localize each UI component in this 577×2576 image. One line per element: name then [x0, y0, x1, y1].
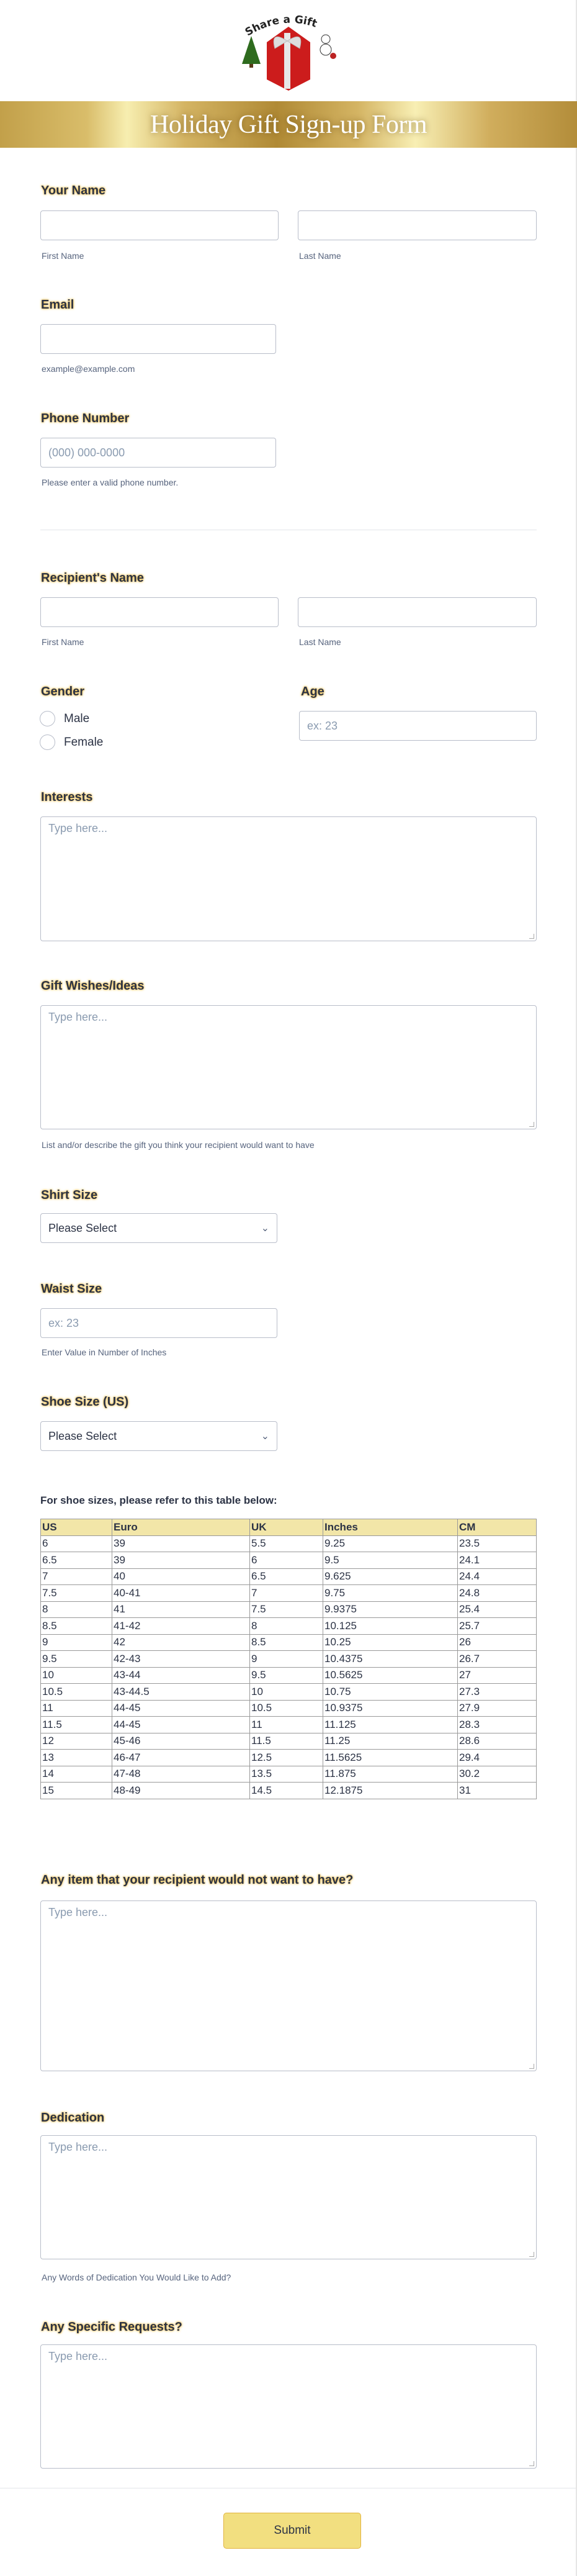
- table-cell: 10.5625: [323, 1667, 458, 1684]
- svg-text:Share a Gift: Share a Gift: [243, 13, 319, 39]
- table-row: [41, 1733, 537, 1750]
- specific-requests-textarea[interactable]: [40, 2344, 537, 2469]
- requests-placeholder: Type here...: [48, 2350, 108, 2362]
- chevron-down-icon: ⌄: [261, 1431, 269, 1442]
- table-cell: 28.3: [458, 1717, 537, 1733]
- table-cell: 10.25: [323, 1634, 458, 1651]
- table-cell: 6.5: [41, 1552, 112, 1569]
- table-cell: 48-49: [112, 1783, 250, 1799]
- recipient-name-label: Recipient's Name: [41, 571, 144, 585]
- recipient-first-name-input[interactable]: [40, 597, 279, 627]
- recipient-first-sublabel: First Name: [42, 637, 84, 647]
- table-cell: 9: [41, 1634, 112, 1651]
- shirt-size-select[interactable]: [40, 1213, 277, 1243]
- table-row: [41, 1750, 537, 1766]
- table-cell: 9.75: [323, 1585, 458, 1602]
- email-input[interactable]: [40, 324, 276, 354]
- table-cell: 7.5: [41, 1585, 112, 1602]
- dedication-hint: Any Words of Dedication You Would Like to Add?: [42, 2272, 231, 2282]
- unwanted-placeholder: Type here...: [48, 1906, 108, 1918]
- resize-grip-icon[interactable]: [529, 1122, 534, 1127]
- table-cell: 8: [250, 1618, 323, 1635]
- table-cell: 11.5625: [323, 1750, 458, 1766]
- table-cell: 9.5: [250, 1667, 323, 1684]
- table-cell: 10: [250, 1684, 323, 1701]
- radio-circle-icon[interactable]: [40, 734, 55, 750]
- share-a-gift-logo: [233, 5, 344, 92]
- gender-option-female[interactable]: [40, 734, 103, 750]
- table-cell: 9: [250, 1651, 323, 1668]
- shirt-size-value: Please Select: [48, 1221, 117, 1234]
- table-cell: 14: [41, 1766, 112, 1783]
- table-cell: 42-43: [112, 1651, 250, 1668]
- unwanted-item-textarea[interactable]: [40, 1900, 537, 2071]
- table-cell: 11.875: [323, 1766, 458, 1783]
- shoe-size-label: Shoe Size (US): [41, 1395, 129, 1409]
- dedication-placeholder: Type here...: [48, 2141, 108, 2153]
- first-name-input[interactable]: [40, 210, 279, 240]
- phone-placeholder: (000) 000-0000: [48, 446, 125, 459]
- shoe-size-select[interactable]: [40, 1421, 277, 1451]
- waist-size-label: Waist Size: [41, 1282, 102, 1296]
- table-header-cell: UK: [250, 1519, 323, 1536]
- table-cell: 8.5: [250, 1634, 323, 1651]
- shoe-table-intro: For shoe sizes, please refer to this table below:: [40, 1494, 277, 1506]
- table-cell: 46-47: [112, 1750, 250, 1766]
- shoe-size-value: Please Select: [48, 1429, 117, 1442]
- table-row: [41, 1552, 537, 1569]
- table-row: [41, 1585, 537, 1602]
- table-cell: 43-44: [112, 1667, 250, 1684]
- shoe-size-table-wrap: [40, 1519, 537, 1799]
- dedication-textarea[interactable]: [40, 2135, 537, 2259]
- age-placeholder: ex: 23: [307, 719, 338, 732]
- table-cell: 25.7: [458, 1618, 537, 1635]
- shoe-size-table: [40, 1519, 537, 1799]
- table-cell: 44-45: [112, 1717, 250, 1733]
- table-cell: 9.5: [323, 1552, 458, 1569]
- table-row: [41, 1601, 537, 1618]
- table-cell: 9.5: [41, 1651, 112, 1668]
- resize-grip-icon[interactable]: [529, 2064, 534, 2069]
- recipient-last-sublabel: Last Name: [299, 637, 341, 647]
- age-input[interactable]: [299, 711, 537, 741]
- gift-wishes-textarea[interactable]: [40, 1005, 537, 1129]
- shirt-size-label: Shirt Size: [41, 1188, 98, 1202]
- table-cell: 47-48: [112, 1766, 250, 1783]
- gender-option-label: Male: [64, 712, 90, 725]
- table-cell: 9.9375: [323, 1601, 458, 1618]
- table-cell: 10.75: [323, 1684, 458, 1701]
- table-cell: 26: [458, 1634, 537, 1651]
- table-cell: 45-46: [112, 1733, 250, 1750]
- interests-placeholder: Type here...: [48, 822, 108, 834]
- table-row: [41, 1700, 537, 1717]
- table-cell: 10.4375: [323, 1651, 458, 1668]
- phone-hint: Please enter a valid phone number.: [42, 477, 179, 487]
- gender-option-label: Female: [64, 735, 104, 749]
- last-name-sublabel: Last Name: [299, 251, 341, 261]
- table-cell: 7: [250, 1585, 323, 1602]
- resize-grip-icon[interactable]: [529, 2252, 534, 2257]
- table-cell: 11: [250, 1717, 323, 1733]
- table-header-cell: Inches: [323, 1519, 458, 1536]
- table-cell: 27: [458, 1667, 537, 1684]
- waist-placeholder: ex: 23: [48, 1316, 79, 1329]
- form-title: Holiday Gift Sign-up Form: [150, 110, 427, 139]
- table-cell: 41: [112, 1601, 250, 1618]
- table-row: [41, 1684, 537, 1701]
- radio-circle-icon[interactable]: [40, 711, 55, 726]
- table-cell: 11.25: [323, 1733, 458, 1750]
- table-row: [41, 1651, 537, 1668]
- table-cell: 15: [41, 1783, 112, 1799]
- resize-grip-icon[interactable]: [529, 934, 534, 939]
- table-header-cell: Euro: [112, 1519, 250, 1536]
- table-cell: 7: [41, 1568, 112, 1585]
- chevron-down-icon: ⌄: [261, 1223, 269, 1234]
- table-cell: 10.5: [41, 1684, 112, 1701]
- table-cell: 42: [112, 1634, 250, 1651]
- table-cell: 11.125: [323, 1717, 458, 1733]
- table-cell: 27.9: [458, 1700, 537, 1717]
- waist-size-input[interactable]: [40, 1308, 277, 1338]
- table-cell: 40-41: [112, 1585, 250, 1602]
- table-cell: 6: [250, 1552, 323, 1569]
- email-label: Email: [41, 298, 74, 312]
- table-row: [41, 1618, 537, 1635]
- table-cell: 39: [112, 1535, 250, 1552]
- table-row: [41, 1783, 537, 1799]
- gift-wishes-label: Gift Wishes/Ideas: [41, 979, 145, 993]
- unwanted-item-label: Any item that your recipient would not want to have?: [41, 1873, 354, 1887]
- table-cell: 43-44.5: [112, 1684, 250, 1701]
- table-cell: 7.5: [250, 1601, 323, 1618]
- table-cell: 5.5: [250, 1535, 323, 1552]
- table-row: [41, 1667, 537, 1684]
- table-cell: 11: [41, 1700, 112, 1717]
- table-cell: 23.5: [458, 1535, 537, 1552]
- last-name-input[interactable]: [298, 210, 537, 240]
- table-row: [41, 1634, 537, 1651]
- table-cell: 8: [41, 1601, 112, 1618]
- table-cell: 10.9375: [323, 1700, 458, 1717]
- table-cell: 6: [41, 1535, 112, 1552]
- specific-requests-label: Any Specific Requests?: [41, 2320, 182, 2334]
- table-row: [41, 1568, 537, 1585]
- table-cell: 6.5: [250, 1568, 323, 1585]
- table-cell: 26.7: [458, 1651, 537, 1668]
- table-cell: 12: [41, 1733, 112, 1750]
- table-cell: 11.5: [41, 1717, 112, 1733]
- table-cell: 40: [112, 1568, 250, 1585]
- table-cell: 11.5: [250, 1733, 323, 1750]
- table-row: [41, 1766, 537, 1783]
- dedication-label: Dedication: [41, 2111, 105, 2125]
- table-cell: 12.5: [250, 1750, 323, 1766]
- age-label: Age: [301, 685, 324, 698]
- recipient-last-name-input[interactable]: [298, 597, 537, 627]
- table-header-cell: CM: [458, 1519, 537, 1536]
- interests-label: Interests: [41, 790, 93, 804]
- table-cell: 39: [112, 1552, 250, 1569]
- submit-button[interactable]: Submit: [223, 2513, 361, 2549]
- table-cell: 30.2: [458, 1766, 537, 1783]
- phone-label: Phone Number: [41, 412, 130, 425]
- gender-option-male[interactable]: [40, 711, 89, 726]
- table-header-cell: US: [41, 1519, 112, 1536]
- gender-label: Gender: [41, 685, 85, 698]
- table-cell: 24.8: [458, 1585, 537, 1602]
- table-cell: 25.4: [458, 1601, 537, 1618]
- table-cell: 9.25: [323, 1535, 458, 1552]
- table-cell: 8.5: [41, 1618, 112, 1635]
- table-cell: 13.5: [250, 1766, 323, 1783]
- table-row: [41, 1717, 537, 1733]
- gift-wishes-hint: List and/or describe the gift you think your recipient would want to have: [42, 1140, 315, 1150]
- resize-grip-icon[interactable]: [529, 2461, 534, 2466]
- table-cell: 31: [458, 1783, 537, 1799]
- phone-input[interactable]: [40, 438, 276, 468]
- table-cell: 28.6: [458, 1733, 537, 1750]
- table-header-row: [41, 1519, 537, 1536]
- table-cell: 10: [41, 1667, 112, 1684]
- table-row: [41, 1535, 537, 1552]
- header-banner: [0, 101, 577, 148]
- table-cell: 14.5: [250, 1783, 323, 1799]
- table-cell: 24.4: [458, 1568, 537, 1585]
- table-cell: 13: [41, 1750, 112, 1766]
- table-cell: 10.5: [250, 1700, 323, 1717]
- table-cell: 29.4: [458, 1750, 537, 1766]
- table-cell: 9.625: [323, 1568, 458, 1585]
- email-hint: example@example.com: [42, 364, 135, 374]
- table-cell: 24.1: [458, 1552, 537, 1569]
- table-cell: 27.3: [458, 1684, 537, 1701]
- table-cell: 10.125: [323, 1618, 458, 1635]
- first-name-sublabel: First Name: [42, 251, 84, 261]
- table-cell: 12.1875: [323, 1783, 458, 1799]
- table-cell: 44-45: [112, 1700, 250, 1717]
- interests-textarea[interactable]: [40, 816, 537, 941]
- gift-wishes-placeholder: Type here...: [48, 1011, 108, 1023]
- waist-size-hint: Enter Value in Number of Inches: [42, 1347, 167, 1357]
- your-name-label: Your Name: [41, 184, 106, 197]
- table-cell: 41-42: [112, 1618, 250, 1635]
